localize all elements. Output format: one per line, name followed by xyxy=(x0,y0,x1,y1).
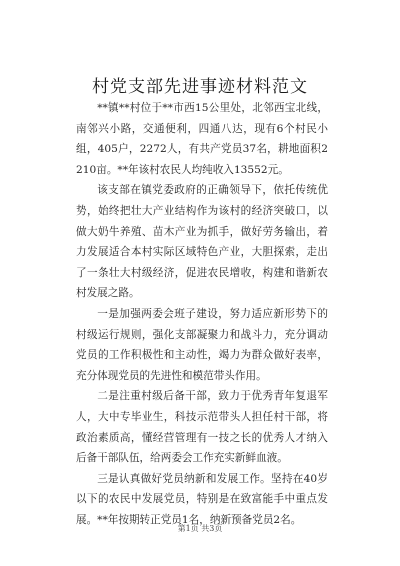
paragraph-party-branch-leadership: 该支部在镇党委政府的正确领导下，依托传统优势，始终把壮大产业结构作为该村的经济突破口，以做大奶牛养殖、苗木产业为抓手，做好劳务输出，着力发展适合本村实际区域特色产业，大胆探索，走出了一条壮大村级经济，促进农民增收，构建和谐新农村发展之路。 xyxy=(76,184,328,300)
paragraph-member-recruitment: 三是认真做好党员纳新和发展工作。坚持在40岁以下的农民中发展党员，特别是在致富能手中重点发展。**年按期转正党员1名，纳新预备党员2名。 xyxy=(76,472,328,526)
document-title: 村党支部先进事迹材料范文 xyxy=(92,77,308,97)
paragraph-team-building: 一是加强两委会班子建设，努力适应新形势下的村级运行规则，强化支部凝聚力和战斗力，充分调动党员的工作积极性和主动性，竭力为群众做好表率，充分体现党员的先进性和模范带头作用。 xyxy=(76,307,328,382)
paragraph-reserve-cadres: 二是注重村级后备干部，致力于优秀青年复退军人，大中专毕业生，科技示范带头人担任村干部，将政治素质高，懂经营管理有一技之长的优秀人才纳入后备干部队伍，给两委会工作充实新鲜血液。 xyxy=(76,390,328,465)
document-body xyxy=(76,98,328,530)
page-number-footer: 第1页 共3页 xyxy=(177,524,223,533)
paragraph-village-overview: **镇**村位于**市西15公里处，北邻西宝北线，南邻兴小路，交通便利，四通八达，现有6个村民小组，405户，2272人，有共产党员37名，耕地面积2210亩。**年该村农民人均纯收入13552元。 xyxy=(76,102,328,176)
